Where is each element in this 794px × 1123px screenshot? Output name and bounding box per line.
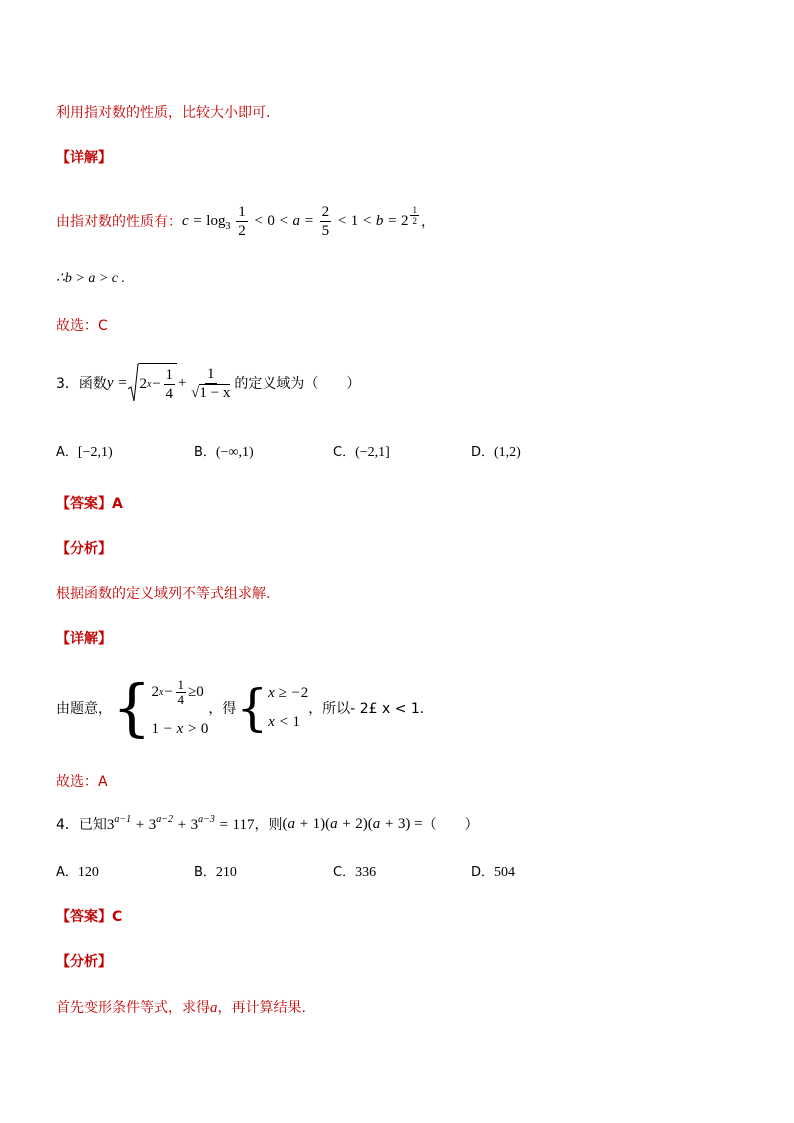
q3-choice: 故选：A <box>56 774 108 790</box>
q4-stem-suffix: （ ） <box>422 817 479 833</box>
q3-detail-prefix: 由题意， <box>56 701 112 717</box>
q4-number: 4．已知 <box>56 817 107 833</box>
q3-detail-mid: ，得 <box>208 701 237 717</box>
q3-formula: y = 2 x − $\frac{1}{4}$ + $\frac{1}{√1 - x}$ <box>107 363 234 403</box>
detail-prefix: 由指对数的性质有： <box>56 214 182 230</box>
analysis-text: 利用指对数的性质，比较大小即可. <box>56 105 271 121</box>
q4-stem-mid: ，则 <box>254 817 283 833</box>
detail-line: 由指对数的性质有： $c = \log_3$ $\frac{1}{2}$ < 0 < a = $\frac{2}{5}$ < 1 < b = 2 $^{\frac{1}{2}}$ ， <box>56 203 435 239</box>
q4-stem <box>56 814 479 834</box>
conclusion: ∴b > a > c . <box>56 271 126 286</box>
q4-expression: (a + 1)(a + 2)(a + 3) = <box>282 815 423 832</box>
q3-detail-label: 【详解】 <box>56 631 112 647</box>
q4-option-a: A．120 <box>56 865 99 880</box>
choice-top: 故选：C <box>56 318 108 334</box>
q3-detail-suffix: ，所以- 2£ x < 1. <box>308 701 425 717</box>
brace-right: { <box>236 679 269 737</box>
q4-analysis-label: 【分析】 <box>56 954 112 970</box>
q3-option-a: A．[−2,1) <box>56 445 113 460</box>
formula-compare: $c = \log_3$ $\frac{1}{2}$ < 0 < a = $\frac{2}{5}$ < 1 < b = 2 $^{\frac{1}{2}}$ <box>182 203 417 239</box>
q4-option-b: B．210 <box>194 865 237 880</box>
q4-analysis-part-2: ，再计算结果. <box>217 1000 306 1016</box>
detail-label: 【详解】 <box>56 150 112 166</box>
q3-number: 3．函数 <box>56 376 107 392</box>
q4-analysis-text <box>56 997 306 1017</box>
q4-equation: $3^{a-1} + 3^{a-2} + 3^{a-3} = 117$ <box>106 814 255 833</box>
q3-detail-line <box>56 671 425 744</box>
q3-stem <box>56 360 360 406</box>
q3-analysis-label: 【分析】 <box>56 541 112 557</box>
q4-option-d: D．504 <box>471 865 516 880</box>
q3-option-d: D．(1,2) <box>471 445 521 460</box>
q3-answer: 【答案】A <box>56 496 123 512</box>
q3-stem-suffix: 的定义域为（ ） <box>234 376 361 392</box>
system-2: x ≥ −2 x < 1 <box>268 685 309 730</box>
q3-option-b: B．(−∞,1) <box>194 445 254 460</box>
q4-option-c: C．336 <box>333 865 377 880</box>
q3-analysis-text: 根据函数的定义域列不等式组求解. <box>56 586 271 602</box>
q4-analysis-part-1: 首先变形条件等式，求得 <box>56 1000 210 1016</box>
system-1: 2 x − $\frac{1}{4}$ ≥ 0 1 − x > 0 <box>151 677 209 737</box>
brace-left: { <box>112 671 152 744</box>
sqrt-sign <box>127 363 139 403</box>
q4-answer: 【答案】C <box>56 909 123 925</box>
q4-analysis-var: a <box>210 1000 218 1016</box>
q3-option-c: C．(−2,1] <box>333 445 390 460</box>
